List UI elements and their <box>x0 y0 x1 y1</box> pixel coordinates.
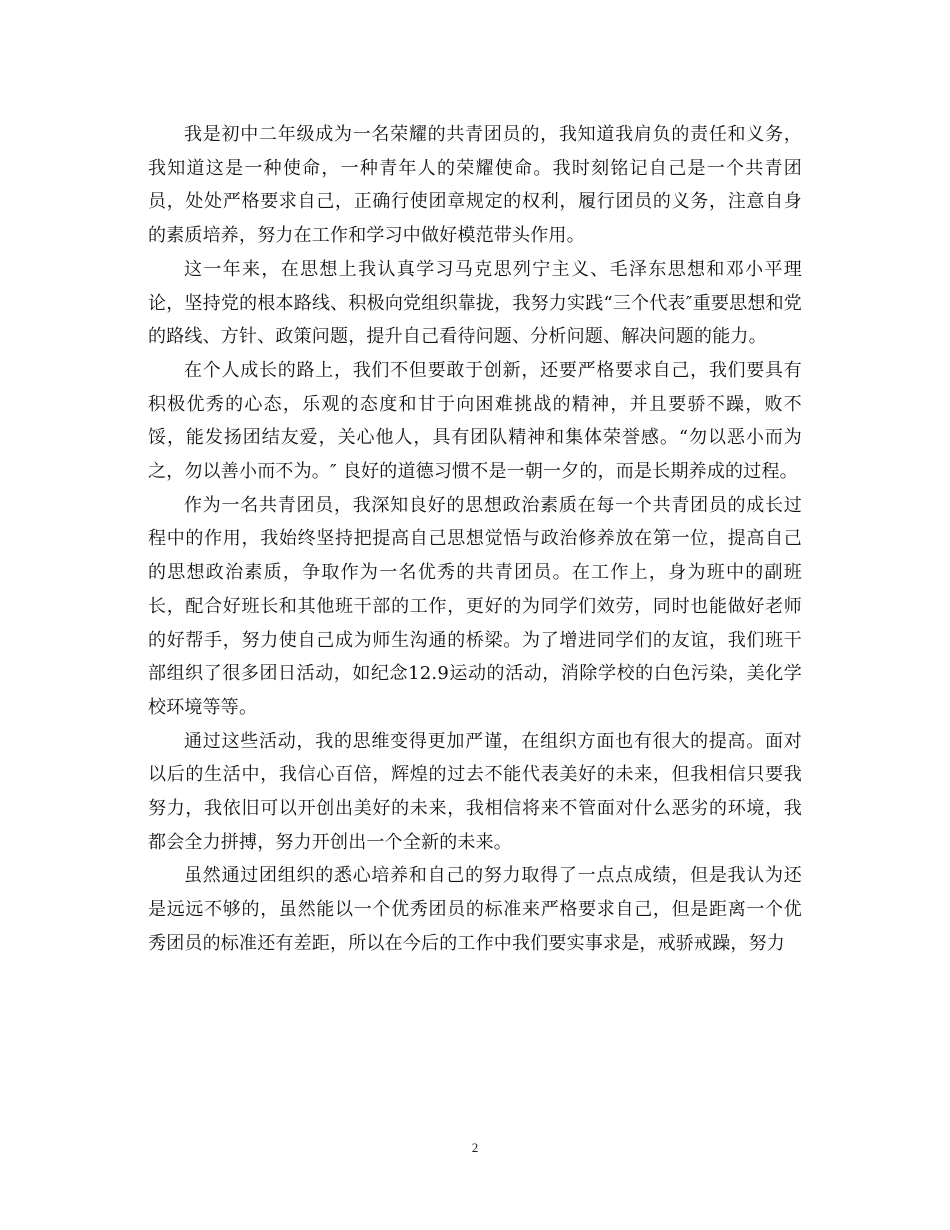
paragraph-6: 虽然通过团组织的悉心培养和自己的努力取得了一点点成绩，但是我认为还是远远不够的，虽然能以一个优秀团员的标准来严格要求自己，但是距离一个优秀团员的标准还有差距，所以在今后的工作中我们要实事求是，戒骄戒躁，努力 <box>148 865 802 954</box>
paragraph-3: 在个人成长的路上，我们不但要敢于创新，还要严格要求自己，我们要具有积极优秀的心态，乐观的态度和甘于向困难挑战的精神，并且要骄不躁，败不馁，能发扬团结友爱，关心他人，具有团队精神和集体荣誉感。“勿以恶小而为之，勿以善小而不为。″ 良好的道德习惯不是一朝一夕的，而是长期养成的过程。 <box>148 359 802 483</box>
paragraph-1: 我是初中二年级成为一名荣耀的共青团员的，我知道我肩负的责任和义务，我知道这是一种使命，一种青年人的荣耀使命。我时刻铭记自己是一个共青团员，处处严格要求自己，正确行使团章规定的权利，履行团员的义务，注意自身的素质培养，努力在工作和学习中做好模范带头作用。 <box>148 124 802 247</box>
paragraph-2: 这一年来，在思想上我认真学习马克思列宁主义、毛泽东思想和邓小平理论，坚持党的根本路线、积极向党组织靠拢，我努力实践“三个代表″重要思想和党的路线、方针、政策问题，提升自己看待问题、分析问题、解决问题的能力。 <box>148 258 802 348</box>
paragraph-4: 作为一名共青团员，我深知良好的思想政治素质在每一个共青团员的成长过程中的作用，我始终坚持把提高自己思想觉悟与政治修养放在第一位，提高自己的思想政治素质，争取作为一名优秀的共青团员。在工作上，身为班中的副班长，配合好班长和其他班干部的工作，更好的为同学们效劳，同时也能做好老师的好帮手，努力使自己成为师生沟通的桥梁。为了增进同学们的友谊，我们班干部组织了很多团日活动，如纪念12.9运动的活动，消除学校的白色污染，美化学校环境等等。 <box>148 494 802 718</box>
document-body <box>148 118 802 961</box>
page-number: 2 <box>471 1140 479 1155</box>
paragraph-5: 通过这些活动，我的思维变得更加严谨，在组织方面也有很大的提高。面对以后的生活中，我信心百倍，辉煌的过去不能代表美好的未来，但我相信只要我努力，我依旧可以开创出美好的未来，我相信将来不管面对什么恶劣的环境，我都会全力拼搏，努力开创出一个全新的未来。 <box>148 730 802 853</box>
